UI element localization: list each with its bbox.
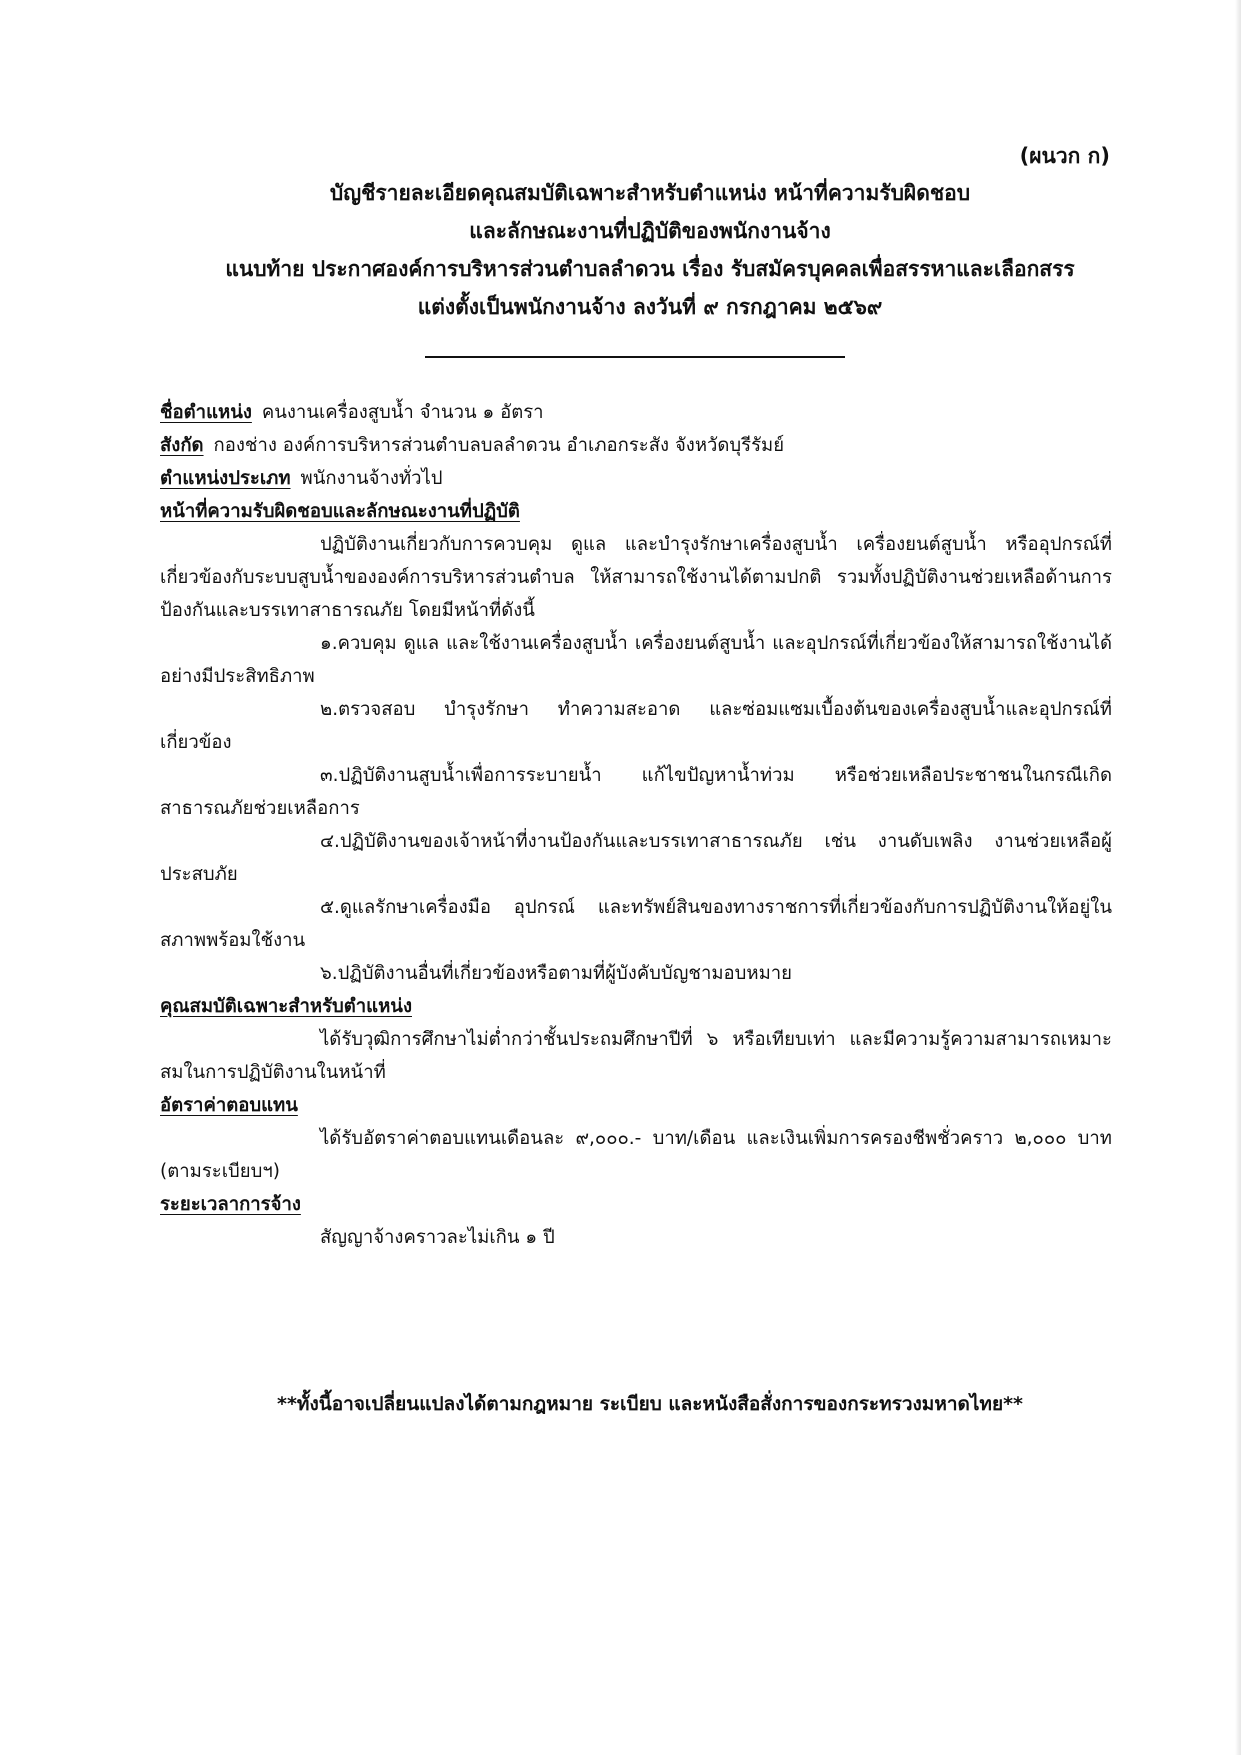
footnote: **ทั้งนี้อาจเปลี่ยนแปลงได้ตามกฎหมาย ระเบียบ และหนังสือสั่งการของกระทรวงมหาดไทย** [277, 1393, 1023, 1415]
employment-period-heading: ระยะเวลาการจ้าง [160, 1194, 301, 1215]
affiliation-row [160, 429, 1112, 462]
duty-item: ๑.ควบคุม ดูแล และใช้งานเครื่องสูบน้ำ เครื่องยนต์สูบน้ำ และอุปกรณ์ที่เกี่ยวข้องให้สามารถใช้งานได้อย่างมีประสิทธิภาพ [160, 633, 1112, 687]
position-value: คนงานเครื่องสูบน้ำ จำนวน ๑ อัตรา [261, 402, 544, 423]
header-line-4: แต่งตั้งเป็นพนักงานจ้าง ลงวันที่ ๙ กรกฎาคม ๒๕๖๙ [417, 295, 883, 319]
position-type-value: พนักงานจ้างทั่วไป [300, 468, 443, 489]
qualifications-heading-row [160, 990, 1112, 1023]
header-divider [425, 356, 845, 358]
header-line-1: บัญชีรายละเอียดคุณสมบัติเฉพาะสำหรับตำแหน่ง หน้าที่ความรับผิดชอบ [329, 181, 971, 205]
position-row [160, 396, 1112, 429]
employment-period-heading-row [160, 1188, 1112, 1221]
duty-item: ๔.ปฏิบัติงานของเจ้าหน้าที่งานป้องกันและบรรเทาสาธารณภัย เช่น งานดับเพลิง งานช่วยเหลือผู้ประสบภัย [160, 831, 1112, 885]
affiliation-value: กองช่าง องค์การบริหารส่วนตำบลบลลำดวน อำเภอกระสัง จังหวัดบุรีรัมย์ [213, 435, 785, 456]
duty-item: ๖.ปฏิบัติงานอื่นที่เกี่ยวข้องหรือตามที่ผู้บังคับบัญชามอบหมาย [320, 963, 792, 984]
compensation-heading-row [160, 1089, 1112, 1122]
duty-item: ๓.ปฏิบัติงานสูบน้ำเพื่อการระบายน้ำ แก้ไขปัญหาน้ำท่วม หรือช่วยเหลือประชาชนในกรณีเกิดสาธารณภัยช่วยเหลือการ [160, 765, 1112, 819]
header-line-2: และลักษณะงานที่ปฏิบัติของพนักงานจ้าง [469, 219, 831, 243]
compensation-text: ได้รับอัตราค่าตอบแทนเดือนละ ๙,๐๐๐.- บาท/เดือน และเงินเพิ่มการครองชีพชั่วคราว ๒,๐๐๐ บาท (ตามระเบียบฯ) [160, 1128, 1112, 1182]
annex-label: (ผนวก ก) [1019, 144, 1110, 168]
header-line-3: แนบท้าย ประกาศองค์การบริหารส่วนตำบลลำดวน เรื่อง รับสมัครบุคคลเพื่อสรรหาและเลือกสรร [225, 257, 1075, 281]
duties-intro: ปฏิบัติงานเกี่ยวกับการควบคุม ดูแล และบำรุงรักษาเครื่องสูบน้ำ เครื่องยนต์สูบน้ำ หรืออุปกรณ์ที่เกี่ยวข้องกับระบบสูบน้ำขององค์การบริหารส่วนตำบล ให้สามารถใช้งานได้ตามปกติ รวมทั้งปฏิบัติงานช่วยเหลือด้านการป้องกันและบรรเทาสาธารณภัย โดยมีหน้าที่ดังนี้ [160, 534, 1112, 621]
compensation-heading: อัตราค่าตอบแทน [160, 1095, 298, 1116]
scan-edge-shadow [1235, 0, 1241, 1755]
duties-heading-row [160, 495, 1112, 528]
duties-heading: หน้าที่ความรับผิดชอบและลักษณะงานที่ปฏิบัติ [160, 501, 520, 522]
document-header [150, 174, 1150, 326]
qualifications-text: ได้รับวุฒิการศึกษาไม่ต่ำกว่าชั้นประถมศึกษาปีที่ ๖ หรือเทียบเท่า และมีความรู้ความสามารถเหมาะสมในการปฏิบัติงานในหน้าที่ [160, 1029, 1112, 1083]
affiliation-label: สังกัด [160, 435, 204, 456]
qualifications-heading: คุณสมบัติเฉพาะสำหรับตำแหน่ง [160, 996, 412, 1017]
duty-item: ๕.ดูแลรักษาเครื่องมือ อุปกรณ์ และทรัพย์สินของทางราชการที่เกี่ยวข้องกับการปฏิบัติงานให้อยู่ในสภาพพร้อมใช้งาน [160, 897, 1112, 951]
position-type-label: ตำแหน่งประเภท [160, 468, 291, 489]
position-type-row [160, 462, 1112, 495]
employment-period-text: สัญญาจ้างคราวละไม่เกิน ๑ ปี [320, 1227, 555, 1248]
document-body [160, 396, 1112, 1254]
position-label: ชื่อตำแหน่ง [160, 402, 252, 423]
duty-item: ๒.ตรวจสอบ บำรุงรักษา ทำความสะอาด และซ่อมแซมเบื้องต้นของเครื่องสูบน้ำและอุปกรณ์ที่เกี่ยวข้อง [160, 699, 1112, 753]
